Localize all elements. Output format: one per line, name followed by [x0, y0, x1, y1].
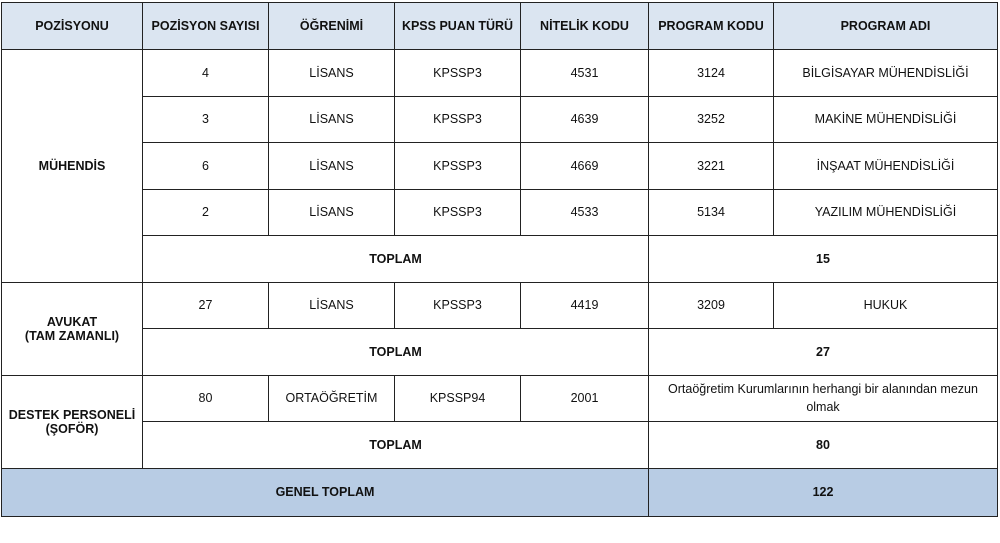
- position-line: DESTEK PERSONELİ: [8, 407, 136, 422]
- subtotal-value: 27: [649, 329, 998, 376]
- table-row: [2, 375, 998, 422]
- kpss-cell: KPSSP3: [395, 143, 521, 190]
- education-cell: LİSANS: [269, 143, 395, 190]
- position-cell-engineer: MÜHENDİS: [2, 50, 143, 283]
- program-description-cell: Ortaöğretim Kurumlarının herhangi bir alanından mezun olmak: [649, 375, 998, 422]
- table-row: [2, 96, 998, 143]
- subtotal-row: [2, 422, 998, 469]
- subtotal-label: TOPLAM: [143, 329, 649, 376]
- table-row: [2, 282, 998, 329]
- subtotal-value: 80: [649, 422, 998, 469]
- kpss-cell: KPSSP94: [395, 375, 521, 422]
- count-cell: 3: [143, 96, 269, 143]
- kpss-cell: KPSSP3: [395, 50, 521, 97]
- header-row: [2, 3, 998, 50]
- program-name-cell: YAZILIM MÜHENDİSLİĞİ: [774, 189, 998, 236]
- subtotal-label: TOPLAM: [143, 236, 649, 283]
- qualification-cell: 4531: [521, 50, 649, 97]
- table-row: [2, 189, 998, 236]
- education-cell: LİSANS: [269, 189, 395, 236]
- count-cell: 4: [143, 50, 269, 97]
- table-row: [2, 50, 998, 97]
- qualification-cell: 2001: [521, 375, 649, 422]
- program-code-cell: 5134: [649, 189, 774, 236]
- qualification-cell: 4669: [521, 143, 649, 190]
- qualification-cell: 4639: [521, 96, 649, 143]
- kpss-cell: KPSSP3: [395, 282, 521, 329]
- positions-table: [1, 2, 998, 517]
- header-count: POZİSYON SAYISI: [143, 3, 269, 50]
- grand-total-label: GENEL TOPLAM: [2, 468, 649, 516]
- subtotal-value: 15: [649, 236, 998, 283]
- subtotal-label: TOPLAM: [143, 422, 649, 469]
- position-line: (TAM ZAMANLI): [24, 328, 120, 343]
- education-cell: LİSANS: [269, 282, 395, 329]
- header-position: POZİSYONU: [2, 3, 143, 50]
- count-cell: 2: [143, 189, 269, 236]
- header-program-code: PROGRAM KODU: [649, 3, 774, 50]
- position-cell-support-staff: [2, 375, 143, 468]
- position-line: AVUKAT: [46, 314, 98, 329]
- subtotal-row: [2, 329, 998, 376]
- education-cell: ORTAÖĞRETİM: [269, 375, 395, 422]
- education-cell: LİSANS: [269, 50, 395, 97]
- program-code-cell: 3221: [649, 143, 774, 190]
- position-line: (ŞOFÖR): [45, 421, 99, 436]
- header-qualification-code: NİTELİK KODU: [521, 3, 649, 50]
- qualification-cell: 4533: [521, 189, 649, 236]
- program-name-cell: İNŞAAT MÜHENDİSLİĞİ: [774, 143, 998, 190]
- subtotal-row: [2, 236, 998, 283]
- header-education: ÖĞRENİMİ: [269, 3, 395, 50]
- program-name-cell: BİLGİSAYAR MÜHENDİSLİĞİ: [774, 50, 998, 97]
- program-code-cell: 3209: [649, 282, 774, 329]
- position-cell-lawyer: [2, 282, 143, 375]
- qualification-cell: 4419: [521, 282, 649, 329]
- grand-total-value: 122: [649, 468, 998, 516]
- header-kpss-type: KPSS PUAN TÜRÜ: [395, 3, 521, 50]
- count-cell: 6: [143, 143, 269, 190]
- header-program-name: PROGRAM ADI: [774, 3, 998, 50]
- grand-total-row: [2, 468, 998, 516]
- program-name-cell: MAKİNE MÜHENDİSLİĞİ: [774, 96, 998, 143]
- table-row: [2, 143, 998, 190]
- education-cell: LİSANS: [269, 96, 395, 143]
- kpss-cell: KPSSP3: [395, 96, 521, 143]
- program-code-cell: 3124: [649, 50, 774, 97]
- program-code-cell: 3252: [649, 96, 774, 143]
- program-name-cell: HUKUK: [774, 282, 998, 329]
- kpss-cell: KPSSP3: [395, 189, 521, 236]
- count-cell: 27: [143, 282, 269, 329]
- count-cell: 80: [143, 375, 269, 422]
